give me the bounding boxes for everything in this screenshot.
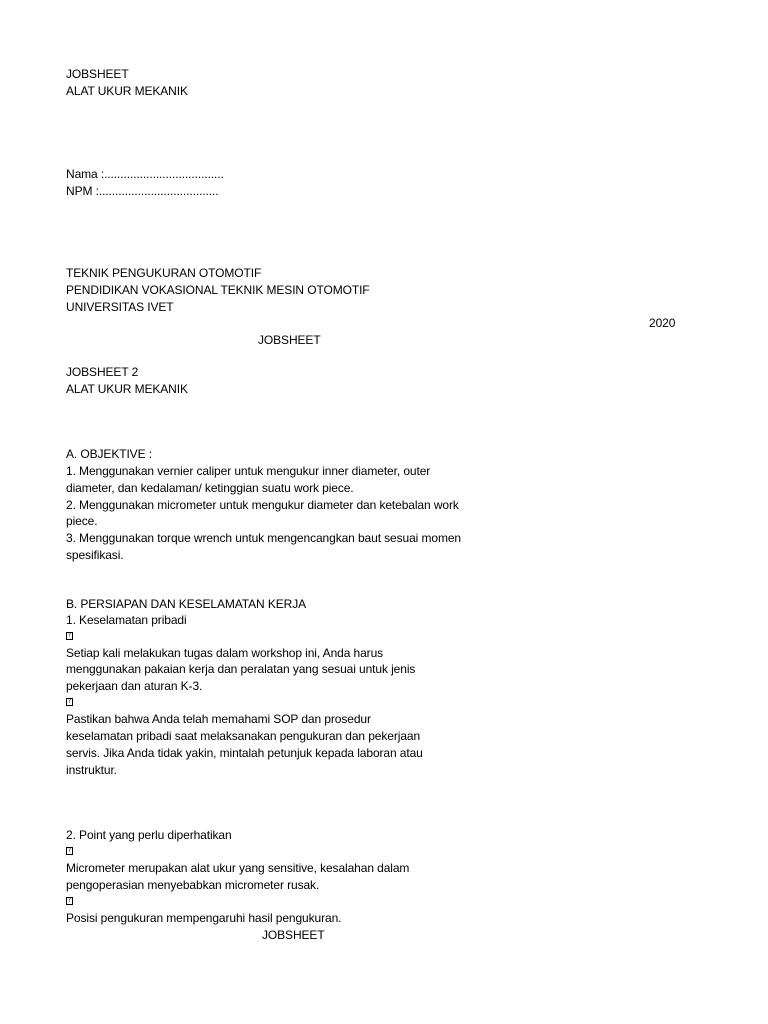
safety-para-line: Setiap kali melakukan tugas dalam workshop ini, Anda harus — [66, 646, 384, 660]
safety-sub-personal: 1. Keselamatan pribadi — [66, 613, 187, 627]
bullet-placeholder-icon: ? — [67, 847, 72, 854]
bullet-placeholder-icon: ? — [67, 897, 72, 904]
safety-para-line: keselamatan pribadi saat melaksanakan pengukuran dan pekerjaan — [66, 729, 421, 743]
safety-para-line: Micrometer merupakan alat ukur yang sensitive, kesalahan dalam — [66, 861, 410, 875]
objective-line: spesifikasi. — [66, 548, 124, 562]
safety-heading: B. PERSIAPAN DAN KESELAMATAN KERJA — [66, 597, 306, 611]
page-header-jobsheet: JOBSHEET — [262, 928, 325, 942]
safety-para-line: servis. Jika Anda tidak yakin, mintalah petunjuk kepada laboran atau — [66, 746, 423, 760]
page-header-jobsheet: JOBSHEET — [258, 333, 321, 347]
bullet-placeholder-icon: ? — [67, 632, 72, 639]
doc-subtitle: ALAT UKUR MEKANIK — [66, 84, 188, 98]
safety-para-line: Posisi pengukuran mempengaruhi hasil pengukuran. — [66, 911, 342, 925]
field-nama: Nama :..................................... — [66, 167, 224, 181]
institution-program: PENDIDIKAN VOKASIONAL TEKNIK MESIN OTOMOTIF — [66, 283, 370, 297]
objective-line: piece. — [66, 514, 98, 528]
bullet-placeholder-icon: ? — [67, 698, 72, 705]
safety-para-line: instruktur. — [66, 763, 117, 777]
safety-para-line: pekerjaan dan aturan K-3. — [66, 679, 203, 693]
safety-para-line: Pastikan bahwa Anda telah memahami SOP dan prosedur — [66, 712, 371, 726]
safety-para-line: menggunakan pakaian kerja dan peralatan yang sesuai untuk jenis — [66, 662, 416, 676]
objective-line: 3. Menggunakan torque wrench untuk mengencangkan baut sesuai momen — [66, 531, 461, 545]
jobsheet2-subtitle: ALAT UKUR MEKANIK — [66, 382, 188, 396]
institution-university: UNIVERSITAS IVET — [66, 300, 174, 314]
jobsheet2-title: JOBSHEET 2 — [66, 365, 139, 379]
field-npm: NPM :..................................... — [66, 184, 219, 198]
institution-course: TEKNIK PENGUKURAN OTOMOTIF — [66, 266, 262, 280]
objective-line: 2. Menggunakan micrometer untuk mengukur diameter dan ketebalan work — [66, 498, 459, 512]
objective-line: 1. Menggunakan vernier caliper untuk mengukur inner diameter, outer — [66, 464, 431, 478]
safety-para-line: pengoperasian menyebabkan micrometer rusak. — [66, 878, 320, 892]
year: 2020 — [649, 316, 676, 330]
objective-heading: A. OBJEKTIVE : — [66, 447, 152, 461]
doc-title: JOBSHEET — [66, 67, 129, 81]
objective-line: diameter, dan kedalaman/ ketinggian suatu work piece. — [66, 481, 354, 495]
safety-sub-points: 2. Point yang perlu diperhatikan — [66, 828, 232, 842]
